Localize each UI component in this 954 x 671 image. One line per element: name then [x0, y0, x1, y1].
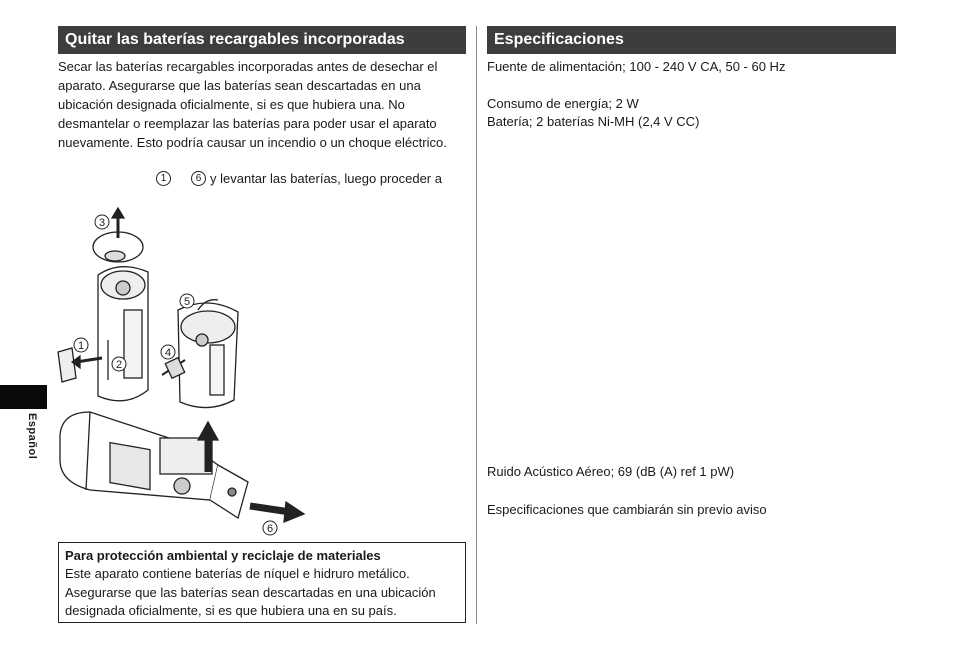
section-title: Especificaciones	[494, 31, 624, 48]
callout-5	[180, 294, 194, 308]
callout-1	[74, 338, 88, 352]
callout-3	[95, 215, 109, 229]
box-title: Para protección ambiental y reciclaje de materiales	[65, 548, 381, 563]
paragraph-line: aparato. Asegurarse que las baterías sean descartadas en una	[58, 78, 421, 93]
spec-notice: Especificaciones que cambiarán sin previo aviso	[487, 502, 767, 517]
callout-4	[161, 345, 175, 359]
svg-text:5: 5	[183, 296, 191, 308]
section-header-specifications	[487, 26, 896, 54]
step-marker-start: 1	[156, 171, 171, 186]
paragraph-line: ubicación designada oficialmente, si es que hubiera una. No	[58, 97, 405, 112]
svg-text:6: 6	[266, 523, 274, 535]
svg-text:1: 1	[77, 340, 85, 352]
section-header-remove-batteries	[58, 26, 466, 54]
column-divider	[476, 26, 477, 624]
spec-power-source: Fuente de alimentación; 100 - 240 V CA, 50 - 60 Hz	[487, 59, 786, 74]
svg-text:2: 2	[115, 359, 123, 371]
section-title: Quitar las baterías recargables incorporadas	[65, 31, 405, 48]
step-instruction	[156, 169, 442, 188]
step-marker-end: 6	[191, 171, 206, 186]
spec-noise: Ruido Acústico Aéreo; 69 (dB (A) ref 1 pW)	[487, 464, 735, 479]
battery-removal-illustration	[50, 200, 310, 540]
language-tab-marker	[0, 385, 47, 409]
intro-paragraph	[58, 57, 468, 152]
spec-battery: Batería; 2 baterías Ni-MH (2,4 V CC)	[487, 114, 700, 129]
svg-text:3: 3	[98, 217, 106, 229]
paragraph-line: Secar las baterías recargables incorporadas antes de desechar el	[58, 59, 438, 74]
spec-consumption: Consumo de energía; 2 W	[487, 96, 639, 111]
paragraph-line: desmantelar o reemplazar las baterías para poder usar el aparato	[58, 116, 437, 131]
callout-2	[112, 357, 126, 371]
box-line: designada oficialmente, si es que hubiera una en su país.	[65, 603, 397, 618]
box-line: Este aparato contiene baterías de níquel e hidruro metálico.	[65, 566, 410, 581]
environment-recycling-box	[58, 542, 466, 623]
language-label: Español	[26, 413, 38, 460]
callout-6	[263, 521, 277, 535]
step-text: y levantar las baterías, luego proceder a	[210, 171, 442, 186]
svg-text:4: 4	[164, 347, 172, 359]
box-line: Asegurarse que las baterías sean descartadas en una ubicación	[65, 584, 436, 600]
paragraph-line: nuevamente. Esto podría causar un incendio o un choque eléctrico.	[58, 135, 447, 150]
